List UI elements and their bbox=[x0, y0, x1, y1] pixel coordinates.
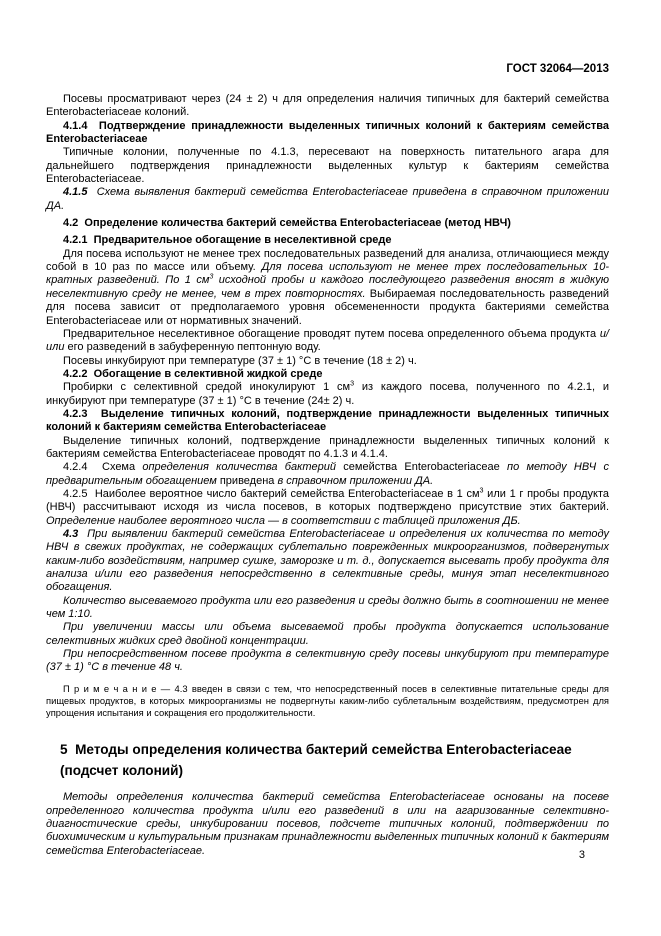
para-preliminary-enrichment: Предварительное неселективное обогащение проводят путем посева определенного объема продукта и/или его разведений в забуференную пептонную воду. bbox=[46, 327, 609, 354]
clause-4-2-heading: 4.2 Определение количества бактерий семейства Enterobacteriaceae (метод НВЧ) bbox=[63, 217, 511, 230]
standard-code: ГОСТ 32064—2013 bbox=[506, 63, 609, 75]
para-typical-colonies: Типичные колонии, полученные по 4.1.3, пересевают на поверхность питательного агара для дальнейшего подтверждения принадлежности выделенных культур к бактериям семейства Enterobacteriaceae. bbox=[46, 146, 609, 186]
para-section-5-intro: Методы определения количества бактерий семейства Enterobacteriaceae основаны на посеве определенного количества продукта и/или его разведений в или на агаризованные селективно-диагностические среды, инкубировании посевов, подсчете типичных колоний, подтверждении по биохимическим и культуральным признакам принадлежности выделенных типичных колоний к бактериям семейства Enterobacteriaceae. bbox=[46, 791, 609, 857]
clause-4-2-2-heading: 4.2.2 Обогащение в селективной жидкой среде bbox=[63, 367, 323, 380]
para-incubation-18h: Посевы инкубируют при температуре (37 ± 1) °С в течение (18 ± 2) ч. bbox=[63, 354, 417, 367]
para-dilutions: Для посева используют не менее трех последовательных разведений для анализа, отличающиеся между собой в 10 раз по массе или объему. Для посева используют не менее трех последовательных 10-кратных разведений. По 1 $см^3$ исходной пробы и каждого последующего разведения вносят в жидкую неселективную среду не менее, чем в трех повторностях. Выбираемая последовательность разведений для посева зависит от предполагаемого уровня обсемененности продукта бактериями семейства Enterobacteriaceae или от нормативных значений. bbox=[46, 247, 609, 327]
clause-4-2-4: 4.2.4 Схема определения количества бактерий семейства Enterobacteriaceae по методу НВЧ с предварительным обогащением приведена в справочном приложении ДА. bbox=[46, 461, 609, 487]
para-double-concentration: При увеличении массы или объема высеваемой пробы продукта допускается использование селективных жидких сред двойной концентрации. bbox=[46, 621, 609, 647]
page-number: 3 bbox=[578, 849, 585, 861]
document-header bbox=[46, 62, 609, 76]
clause-4-1-4-heading: 4.1.4 Подтверждение принадлежности выделенных типичных колоний к бактериям семейства Enterobacteriaceae bbox=[46, 119, 609, 146]
clause-4-1-5: 4.1.5 Схема выявления бактерий семейства Enterobacteriaceae приведена в справочном приложении ДА. bbox=[46, 186, 609, 212]
para-ratio: Количество высеваемого продукта или его разведения и среды должно быть в соотношении не менее чем 1:10. bbox=[46, 594, 609, 621]
clause-4-2-3-heading: 4.2.3 Выделение типичных колоний, подтверждение принадлежности выделенных типичных колоний к бактериям семейства Enterobacteriaceae bbox=[46, 407, 609, 434]
section-5-title: 5 Методы определения количества бактерий семейства Enterobacteriaceae (подсчет колоний) bbox=[60, 742, 572, 778]
para-tubes-inoculation: Пробирки с селективной средой инокулируют 1 $см^3$ из каждого посева, полученного по 4.2.1, и инкубируют при температуре (37 ± 1) °С в течение (24± 2) ч. bbox=[46, 379, 609, 407]
document-body bbox=[46, 93, 609, 858]
note-4-3: П р и м е ч а н и е — 4.3 введен в связи с тем, что непосредственный посев в селективные питательные среды для пищевых продуктов, в которых микроорганизмы не подвергнуты каким-либо сублетальным воздействиям, предусмотрен для упрощения испытания и сокращения его продолжительности. bbox=[46, 682, 609, 719]
clause-4-2-1-heading: 4.2.1 Предварительное обогащение в неселективной среде bbox=[63, 234, 392, 247]
para-inspection-time: Посевы просматривают через (24 ± 2) ч для определения наличия типичных для бактерий семейства Enterobacteriaceae колоний. bbox=[46, 93, 609, 119]
clause-4-2-5: 4.2.5 Наиболее вероятное число бактерий семейства Enterobacteriaceae в 1 $см^3$ или 1 г пробы продукта (НВЧ) рассчитывают исходя из числа посевов, в которых подтверждено присутствие этих бактерий. Определение наиболее вероятного числа — в соответствии с таблицей приложения ДБ. bbox=[46, 486, 609, 527]
clause-4-3: 4.3 При выявлении бактерий семейства Enterobacteriaceae и определения их количества по методу НВЧ в свежих продуктах, не содержащих сублетально поврежденных микроорганизмов, подвергнутых каким-либо воздействиям, например сушке, заморозке и т. д., допускается высевать пробу продукта для анализа и/или его разведения непосредственно в селективные среды, минуя этап неселективного обогащения. bbox=[46, 528, 609, 594]
para-direct-inoculation: При непосредственном посеве продукта в селективную среду посевы инкубируют при температуре (37 ± 1) °С в течение 48 ч. bbox=[46, 648, 609, 674]
para-isolation-confirmation: Выделение типичных колоний, подтверждение принадлежности выделенных типичных колоний к бактериям семейства Enterobacteriaceae проводят по 4.1.3 и 4.1.4. bbox=[46, 434, 609, 460]
document-footer bbox=[579, 849, 585, 862]
